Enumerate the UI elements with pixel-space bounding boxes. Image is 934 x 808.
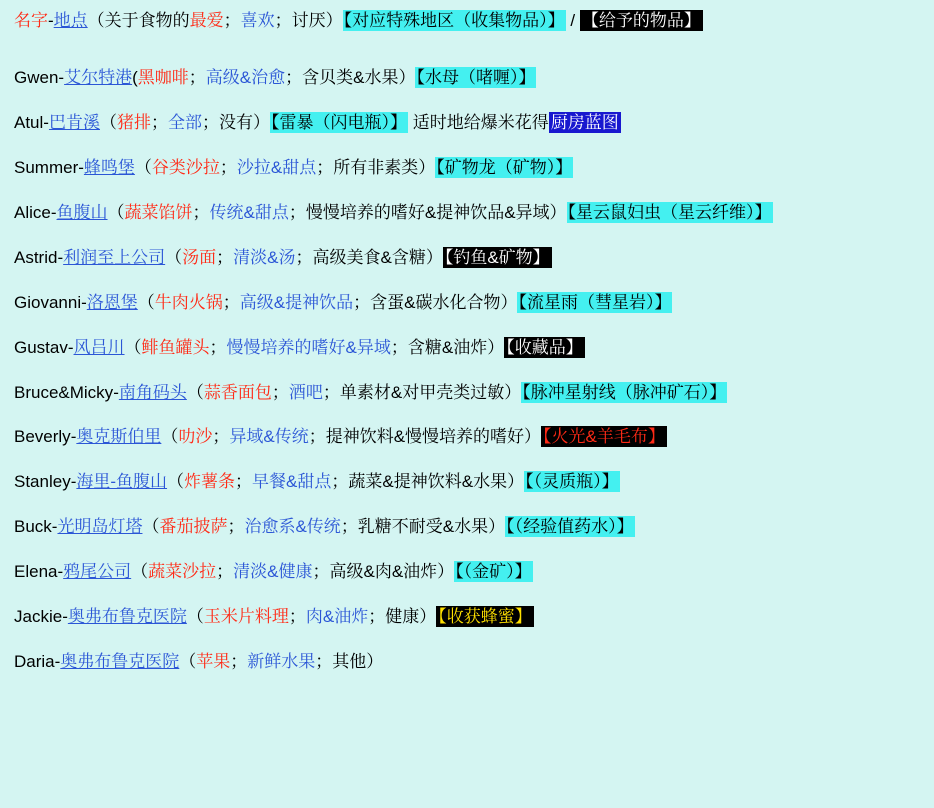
entry-segment: Daria [14, 652, 55, 672]
entry-segment: ； [288, 607, 306, 627]
entry-segment: 黑咖啡 [137, 67, 189, 87]
entry-segment: ( [132, 67, 138, 87]
entry-row-daria [14, 651, 934, 674]
entry-segment: 最爱 [189, 11, 224, 30]
entry-segment: 【火光&羊毛布】 [543, 427, 665, 447]
entry-segment: 清淡&汤 [233, 247, 296, 267]
entry-segment: ； [222, 292, 240, 312]
entry-segment: 【对应特殊地区（收集物品）】 [343, 11, 565, 30]
entry-row-elena [14, 561, 934, 584]
entry-segment: 猪排 [116, 112, 151, 132]
entry-segment: 酒吧 [288, 382, 323, 402]
entry-segment: ；含蛋&碳水化合物） [353, 292, 518, 312]
entry-row-alice [14, 202, 934, 225]
entry-segment: ； [209, 337, 227, 357]
entry-segment: 蒜香面包 [203, 382, 272, 402]
entry-segment: 清淡&健康 [233, 562, 313, 582]
entry-segment: 【（灵质瓶）】 [525, 472, 619, 492]
entry-segment: 汤面 [182, 247, 217, 267]
entry-segment: ； [216, 247, 234, 267]
entry-segment: 南角码头 [118, 382, 187, 402]
entry-segment: 鲱鱼罐头 [141, 337, 210, 357]
entry-row-buck [14, 516, 934, 539]
entry-segment: Elena [14, 562, 58, 582]
entry-segment: ；含糖&油炸） [390, 337, 505, 357]
entry-segment: Stanley [14, 472, 71, 492]
entry-segment: 【（经验值药水）】 [506, 517, 634, 537]
entry-segment: 【水母（啫喱）】 [416, 67, 536, 87]
entry-segment: （ [165, 247, 183, 267]
entry-segment: 地点 [53, 11, 88, 30]
entry-segment: 名字 [14, 11, 48, 30]
entry-segment: ； [212, 427, 230, 447]
entry-segment: - [54, 652, 61, 672]
entry-segment: 奥弗布鲁克医院 [67, 607, 187, 627]
entry-segment: Summer [14, 157, 79, 177]
entry-segment: ； [188, 67, 206, 87]
entry-segment: ；单素材&对甲壳类过敏） [322, 382, 522, 402]
entry-segment: 高级&提神饮品 [239, 292, 354, 312]
entry-segment: 巴肯溪 [48, 112, 100, 132]
entry-segment: 蔬菜馅饼 [124, 202, 193, 222]
entry-segment: Gwen [14, 67, 59, 87]
entry-segment: Alice [14, 202, 51, 222]
entry-row-summer [14, 157, 934, 180]
entry-segment: 光明岛灯塔 [57, 517, 143, 537]
entry-segment: ；讨厌） [274, 11, 343, 30]
entry-segment: 厨房蓝图 [550, 112, 619, 132]
entry-row-beverly [14, 426, 934, 449]
entry-segment: Jackie [14, 607, 63, 627]
entry-segment: ； [235, 472, 253, 492]
entry-segment: 【钓鱼&矿物】 [444, 247, 550, 267]
entry-segment: ；其他） [315, 652, 384, 672]
entry-segment: Astrid [14, 247, 58, 267]
entry-row-atul [14, 112, 934, 135]
entry-segment: 异域&传统 [229, 427, 309, 447]
entry-row-gwen [14, 67, 934, 90]
entry-segment: 蜂鸣堡 [83, 157, 135, 177]
entry-segment: 【星云鼠妇虫（星云纤维）】 [567, 202, 772, 222]
entry-segment: （关于食物的 [87, 11, 190, 30]
entry-segment: Giovanni [14, 292, 82, 312]
entry-segment: 喜欢 [240, 11, 275, 30]
entry-segment: Buck [14, 517, 52, 537]
entry-segment: - [57, 247, 64, 267]
entry-segment: 鸦尾公司 [63, 562, 132, 582]
entry-segment: 鱼腹山 [56, 202, 108, 222]
entry-segment: （ [137, 292, 155, 312]
entry-segment: Gustav [14, 337, 68, 357]
entry-segment: （ [131, 562, 149, 582]
entry-segment: - [43, 112, 49, 132]
entry-segment: （ [99, 112, 117, 132]
entry-segment: - [48, 11, 54, 30]
entry-segment: 【矿物龙（矿物）】 [436, 157, 573, 177]
entry-segment: 叻沙 [178, 427, 213, 447]
entry-segment: （ [161, 427, 179, 447]
entry-segment: 苹果 [196, 652, 231, 672]
entry-segment: 【脉冲星射线（脉冲矿石）】 [522, 382, 727, 402]
entry-row-giovanni [14, 292, 934, 315]
entry-segment: 全部 [167, 112, 202, 132]
entry-segment: - [70, 472, 77, 492]
entry-segment: ；高级&肉&油炸） [312, 562, 455, 582]
entry-segment: （ [186, 607, 204, 627]
entry-segment: ；乳糖不耐受&水果） [340, 517, 506, 537]
entry-segment: 新鲜水果 [247, 652, 316, 672]
entry-segment: 奥克斯伯里 [76, 427, 162, 447]
entry-segment: （ [107, 202, 125, 222]
entry-row-stanley [14, 471, 934, 494]
entry-segment: - [51, 517, 58, 537]
entry-segment: （ [124, 337, 142, 357]
entry-segment: - [78, 157, 84, 177]
entry-segment: ；含贝类&水果） [285, 67, 416, 87]
entry-segment: 风吕川 [73, 337, 125, 357]
entry-segment: - [70, 427, 77, 447]
entry-segment: ； [227, 517, 245, 537]
entry-segment: （ [142, 517, 160, 537]
entry-segment: ； [223, 11, 241, 30]
entry-segment: - [50, 202, 57, 222]
entry-segment: Bruce&Micky [14, 382, 114, 402]
entry-segment: 适时地给爆米花得 [407, 112, 549, 132]
entry-segment: ； [230, 652, 248, 672]
entry-segment: 高级&治愈 [205, 67, 286, 87]
entry-segment: - [81, 292, 87, 312]
entry-row-bruce-micky [14, 382, 934, 405]
entry-segment: 慢慢培养的嗜好&异域 [226, 337, 391, 357]
entry-segment: 奥弗布鲁克医院 [60, 652, 180, 672]
entry-segment: ； [219, 157, 237, 177]
entry-segment: 炸薯条 [184, 472, 236, 492]
entry-segment: （ [186, 382, 204, 402]
entry-segment: ；提神饮料&慢慢培养的嗜好） [308, 427, 542, 447]
entry-segment: ； [192, 202, 210, 222]
entry-segment: 玉米片料理 [203, 607, 289, 627]
entry-segment: 【流星雨（彗星岩）】 [518, 292, 672, 312]
entry-segment: - [67, 337, 74, 357]
entry-segment: 蔬菜沙拉 [148, 562, 217, 582]
entry-segment: （ [134, 157, 152, 177]
entry-segment: - [57, 562, 64, 582]
entry-row-header [14, 10, 934, 33]
entry-segment: ；蔬菜&提神饮料&水果） [331, 472, 525, 492]
entry-segment: 艾尔特港 [64, 67, 133, 87]
entry-segment: （ [167, 472, 185, 492]
entry-segment: Beverly [14, 427, 71, 447]
entry-segment: ；慢慢培养的嗜好&提神饮品&异域） [288, 202, 567, 222]
entry-segment: ； [216, 562, 234, 582]
entry-segment: 海里-鱼腹山 [76, 472, 168, 492]
entry-segment: ；健康） [368, 607, 437, 627]
entry-segment: 治愈系&传统 [244, 517, 341, 537]
entry-segment: 利润至上公司 [63, 247, 166, 267]
entry-segment: ；所有非素类） [316, 157, 436, 177]
entry-segment: ；没有） [201, 112, 270, 132]
entry-segment: （ [179, 652, 197, 672]
entry-segment: 谷类沙拉 [151, 157, 220, 177]
entry-segment: 【收藏品】 [506, 337, 583, 357]
entry-segment: 牛肉火锅 [154, 292, 223, 312]
entry-segment: - [58, 67, 65, 87]
entry-segment: ； [271, 382, 289, 402]
entry-row-gustav [14, 337, 934, 360]
entry-row-astrid [14, 247, 934, 270]
entry-segment: 【（金矿）】 [455, 562, 532, 582]
entry-segment: 洛恩堡 [86, 292, 138, 312]
entry-segment: ； [150, 112, 168, 132]
entry-segment: / [565, 11, 580, 30]
entry-segment: 【雷暴（闪电瓶）】 [270, 112, 407, 132]
entry-segment: 沙拉&甜点 [236, 157, 317, 177]
entry-segment: 传统&甜点 [209, 202, 289, 222]
entry-segment: - [62, 607, 68, 627]
entry-segment: 【收获蜂蜜】 [438, 607, 532, 627]
entry-row-jackie [14, 606, 934, 629]
entry-segment: 【给予的物品】 [581, 11, 701, 30]
entry-segment: 早餐&甜点 [252, 472, 332, 492]
entry-segment: ；高级美食&含糖） [295, 247, 443, 267]
entry-segment: - [113, 382, 119, 402]
entry-segment: Atul [14, 112, 44, 132]
entry-segment: 肉&油炸 [305, 607, 369, 627]
entry-segment: 番茄披萨 [159, 517, 228, 537]
